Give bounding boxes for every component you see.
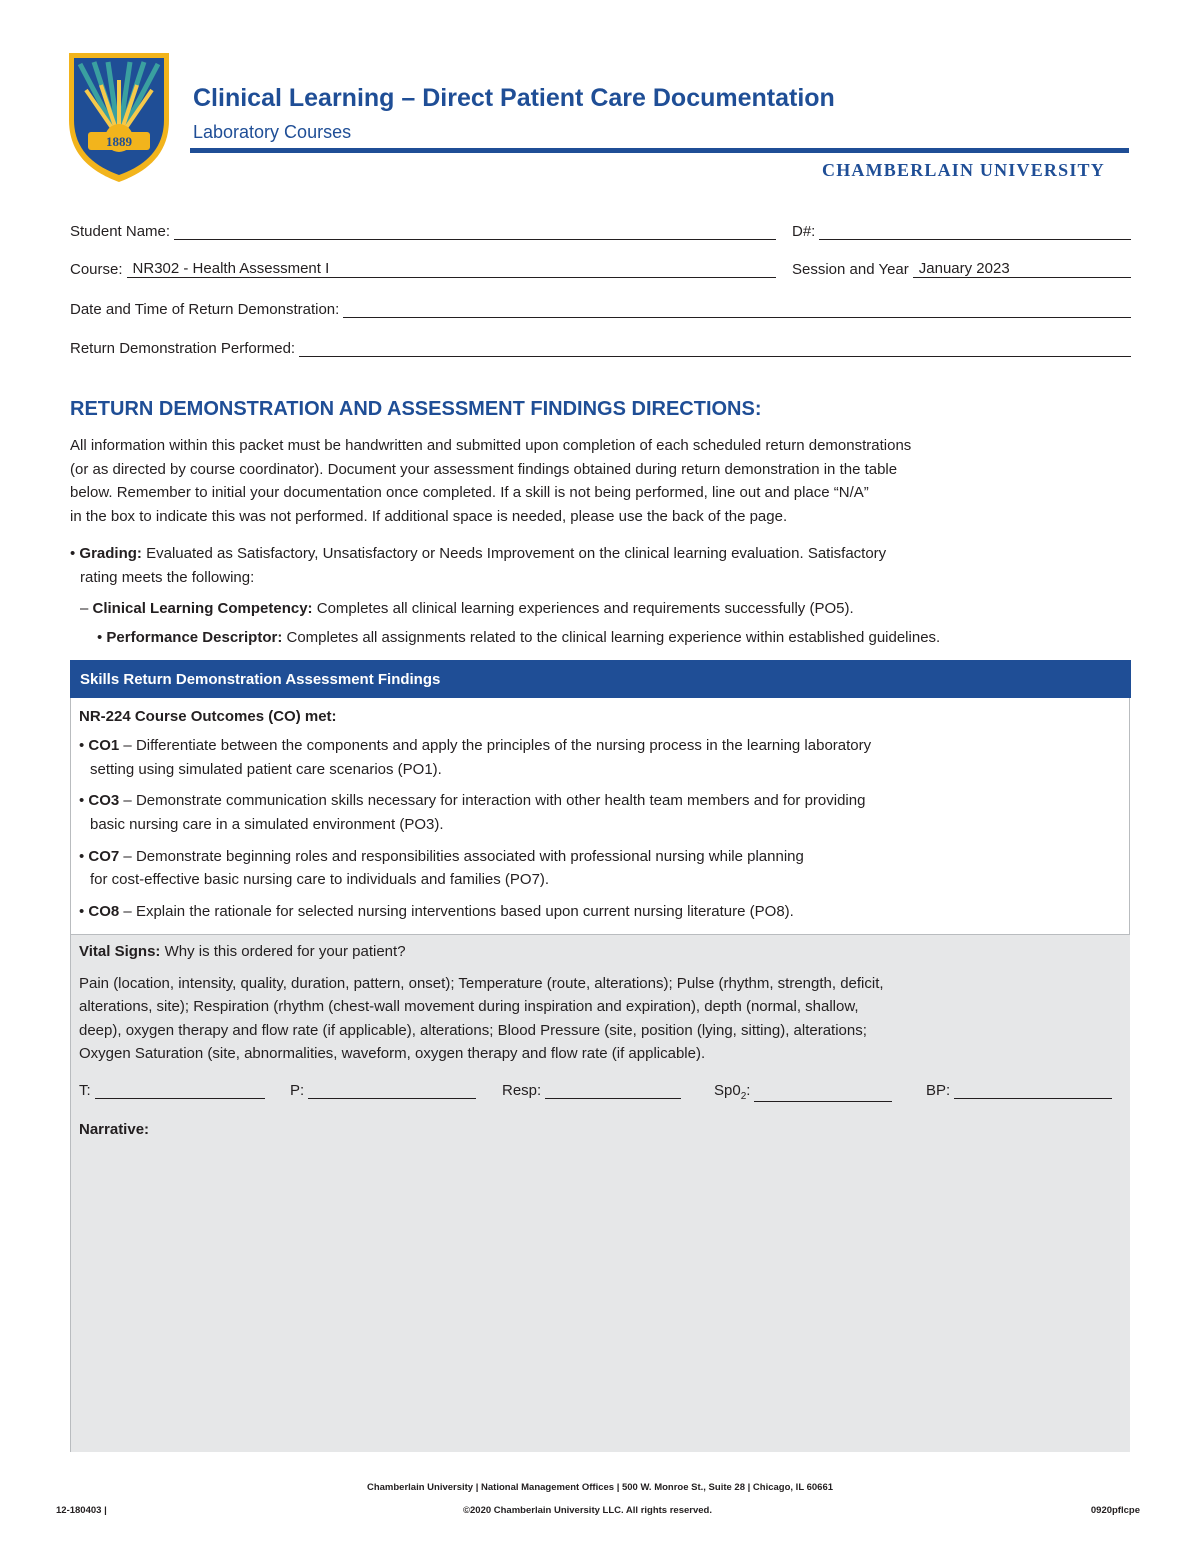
footer-address: Chamberlain University | National Management Offices | 500 W. Monroe St., Suite 28 | Chicago, IL 60661 (366, 1482, 834, 1493)
d-number-input[interactable] (819, 222, 1131, 240)
bp-label: BP: (926, 1082, 951, 1099)
header-rule (190, 148, 1129, 153)
pulse-input[interactable] (308, 1082, 476, 1099)
outcome-co3: • CO3 – Demonstrate communication skills necessary for interaction with other health team members and for providing (79, 792, 866, 809)
narrative-area[interactable] (79, 1145, 1119, 1443)
temperature-field (79, 1082, 265, 1099)
outcome-co1-cont: setting using simulated patient care scenarios (PO1). (90, 761, 442, 778)
student-name-input[interactable] (174, 222, 776, 240)
outcome-text: Demonstrate communication skills necessary for interaction with other health team members and for providing (135, 792, 866, 809)
d-number-label: D#: (792, 223, 816, 240)
grading-label: Grading: (79, 545, 142, 562)
outcome-code: CO7 (88, 848, 120, 865)
outcome-text: Differentiate between the components and apply the principles of the nursing process in the learning laboratory (135, 737, 872, 754)
course-field (70, 260, 776, 278)
spo2-input[interactable] (754, 1085, 892, 1102)
temperature-input[interactable] (95, 1082, 265, 1099)
grading-text-cont: rating meets the following: (80, 569, 255, 586)
session-label: Session and Year (792, 261, 909, 278)
competency-label: Clinical Learning Competency: (92, 600, 313, 617)
directions-line-4: in the box to indicate this was not performed. If additional space is needed, please use the back of the page. (70, 508, 788, 525)
outcome-co1: • CO1 – Differentiate between the components and apply the principles of the nursing process in the learning laboratory (79, 737, 872, 754)
bp-input[interactable] (954, 1082, 1112, 1099)
resp-input[interactable] (545, 1082, 681, 1099)
university-name: CHAMBERLAIN UNIVERSITY (822, 160, 1105, 180)
performed-label: Return Demonstration Performed: (70, 340, 296, 357)
directions-heading: RETURN DEMONSTRATION AND ASSESSMENT FINDINGS DIRECTIONS: (70, 398, 762, 420)
grading-bullet: • Grading: Evaluated as Satisfactory, Unsatisfactory or Needs Improvement on the clinical learning evaluation. Satisfactory (70, 545, 887, 562)
directions-line-2: (or as directed by course coordinator). Document your assessment findings obtained during return demonstration in the table (70, 461, 898, 478)
vital-signs-label: Vital Signs: (79, 943, 161, 960)
date-time-label: Date and Time of Return Demonstration: (70, 301, 340, 318)
course-label: Course: (70, 261, 123, 278)
competency-text: Completes all clinical learning experiences and requirements successfully (PO5). (316, 600, 854, 617)
performed-input[interactable] (299, 339, 1131, 357)
grading-text: Evaluated as Satisfactory, Unsatisfactory or Needs Improvement on the clinical learning evaluation. Satisfactory (146, 545, 887, 562)
vital-signs-question-text: Why is this ordered for your patient? (164, 943, 406, 960)
narrative-label: Narrative: (79, 1121, 150, 1138)
pulse-field (290, 1082, 476, 1099)
outcome-co7-cont: for cost-effective basic nursing care to individuals and families (PO7). (90, 871, 550, 888)
temperature-label: T: (79, 1082, 91, 1099)
vital-signs-question (79, 940, 406, 963)
competency-bullet: – Clinical Learning Competency: Completes all clinical learning experiences and requirements successfully (PO5). (80, 600, 854, 617)
outcome-co8: • CO8 – Explain the rationale for selected nursing interventions based upon current nursing literature (PO8). (79, 903, 794, 920)
outcome-co3-cont: basic nursing care in a simulated environment (PO3). (90, 816, 444, 833)
university-crest-logo (66, 50, 172, 184)
pulse-label: P: (290, 1082, 305, 1099)
resp-label: Resp: (502, 1082, 542, 1099)
outcomes-heading: NR-224 Course Outcomes (CO) met: (79, 708, 337, 725)
footer-code-left: 12-180403 | (56, 1505, 107, 1516)
spo2-field (714, 1082, 892, 1102)
performed-field (70, 339, 1131, 357)
d-number-field (792, 222, 1131, 240)
page-title: Clinical Learning – Direct Patient Care Documentation (193, 84, 835, 112)
student-name-field (70, 222, 776, 240)
resp-field (502, 1082, 681, 1099)
descriptor-text: Completes all assignments related to the clinical learning experience within established guidelines. (286, 629, 941, 646)
page-subtitle: Laboratory Courses (193, 122, 352, 142)
session-field (792, 260, 1131, 278)
directions-line-3: below. Remember to initial your documentation once completed. If a skill is not being performed, line out and place “N/A” (70, 484, 869, 501)
vital-desc-line-1: Pain (location, intensity, quality, duration, pattern, onset); Temperature (route, alterations); Pulse (rhythm, strength, deficit, (79, 975, 884, 992)
outcome-code: CO8 (88, 903, 120, 920)
footer-code-right: 0920pflcpe (1090, 1505, 1140, 1516)
date-time-field (70, 300, 1131, 318)
vital-desc-line-2: alterations, site); Respiration (rhythm (chest-wall movement during inspiration and expiration), depth (normal, shallow, (79, 998, 859, 1015)
bp-field (926, 1082, 1112, 1099)
student-name-label: Student Name: (70, 223, 171, 240)
session-input[interactable]: January 2023 (913, 260, 1131, 278)
date-time-input[interactable] (343, 300, 1131, 318)
vital-desc-line-4: Oxygen Saturation (site, abnormalities, waveform, oxygen therapy and flow rate (if applicable). (79, 1045, 706, 1062)
footer-copyright: ©2020 Chamberlain University LLC. All rights reserved. (463, 1505, 712, 1516)
findings-table-header: Skills Return Demonstration Assessment Findings (70, 660, 1131, 698)
spo2-label: $Sp0_2$: (714, 1082, 751, 1102)
vital-desc-line-3: deep), oxygen therapy and flow rate (if applicable), alterations; Blood Pressure (site, position (lying, sitting), alterations; (79, 1022, 867, 1039)
directions-line-1: All information within this packet must be handwritten and submitted upon completion of each scheduled return demonstrations (70, 437, 912, 454)
outcome-text: Explain the rationale for selected nursing interventions based upon current nursing literature (PO8). (135, 903, 794, 920)
course-input[interactable]: NR302 - Health Assessment I (127, 260, 776, 278)
outcome-co7: • CO7 – Demonstrate beginning roles and responsibilities associated with professional nursing while planning (79, 848, 804, 865)
outcome-code: CO1 (88, 737, 120, 754)
outcome-code: CO3 (88, 792, 120, 809)
descriptor-bullet: • Performance Descriptor: Completes all assignments related to the clinical learning experience within established guidelines. (97, 629, 941, 646)
logo-year: 1889 (106, 134, 132, 149)
outcome-text: Demonstrate beginning roles and responsibilities associated with professional nursing while planning (135, 848, 804, 865)
descriptor-label: Performance Descriptor: (106, 629, 283, 646)
